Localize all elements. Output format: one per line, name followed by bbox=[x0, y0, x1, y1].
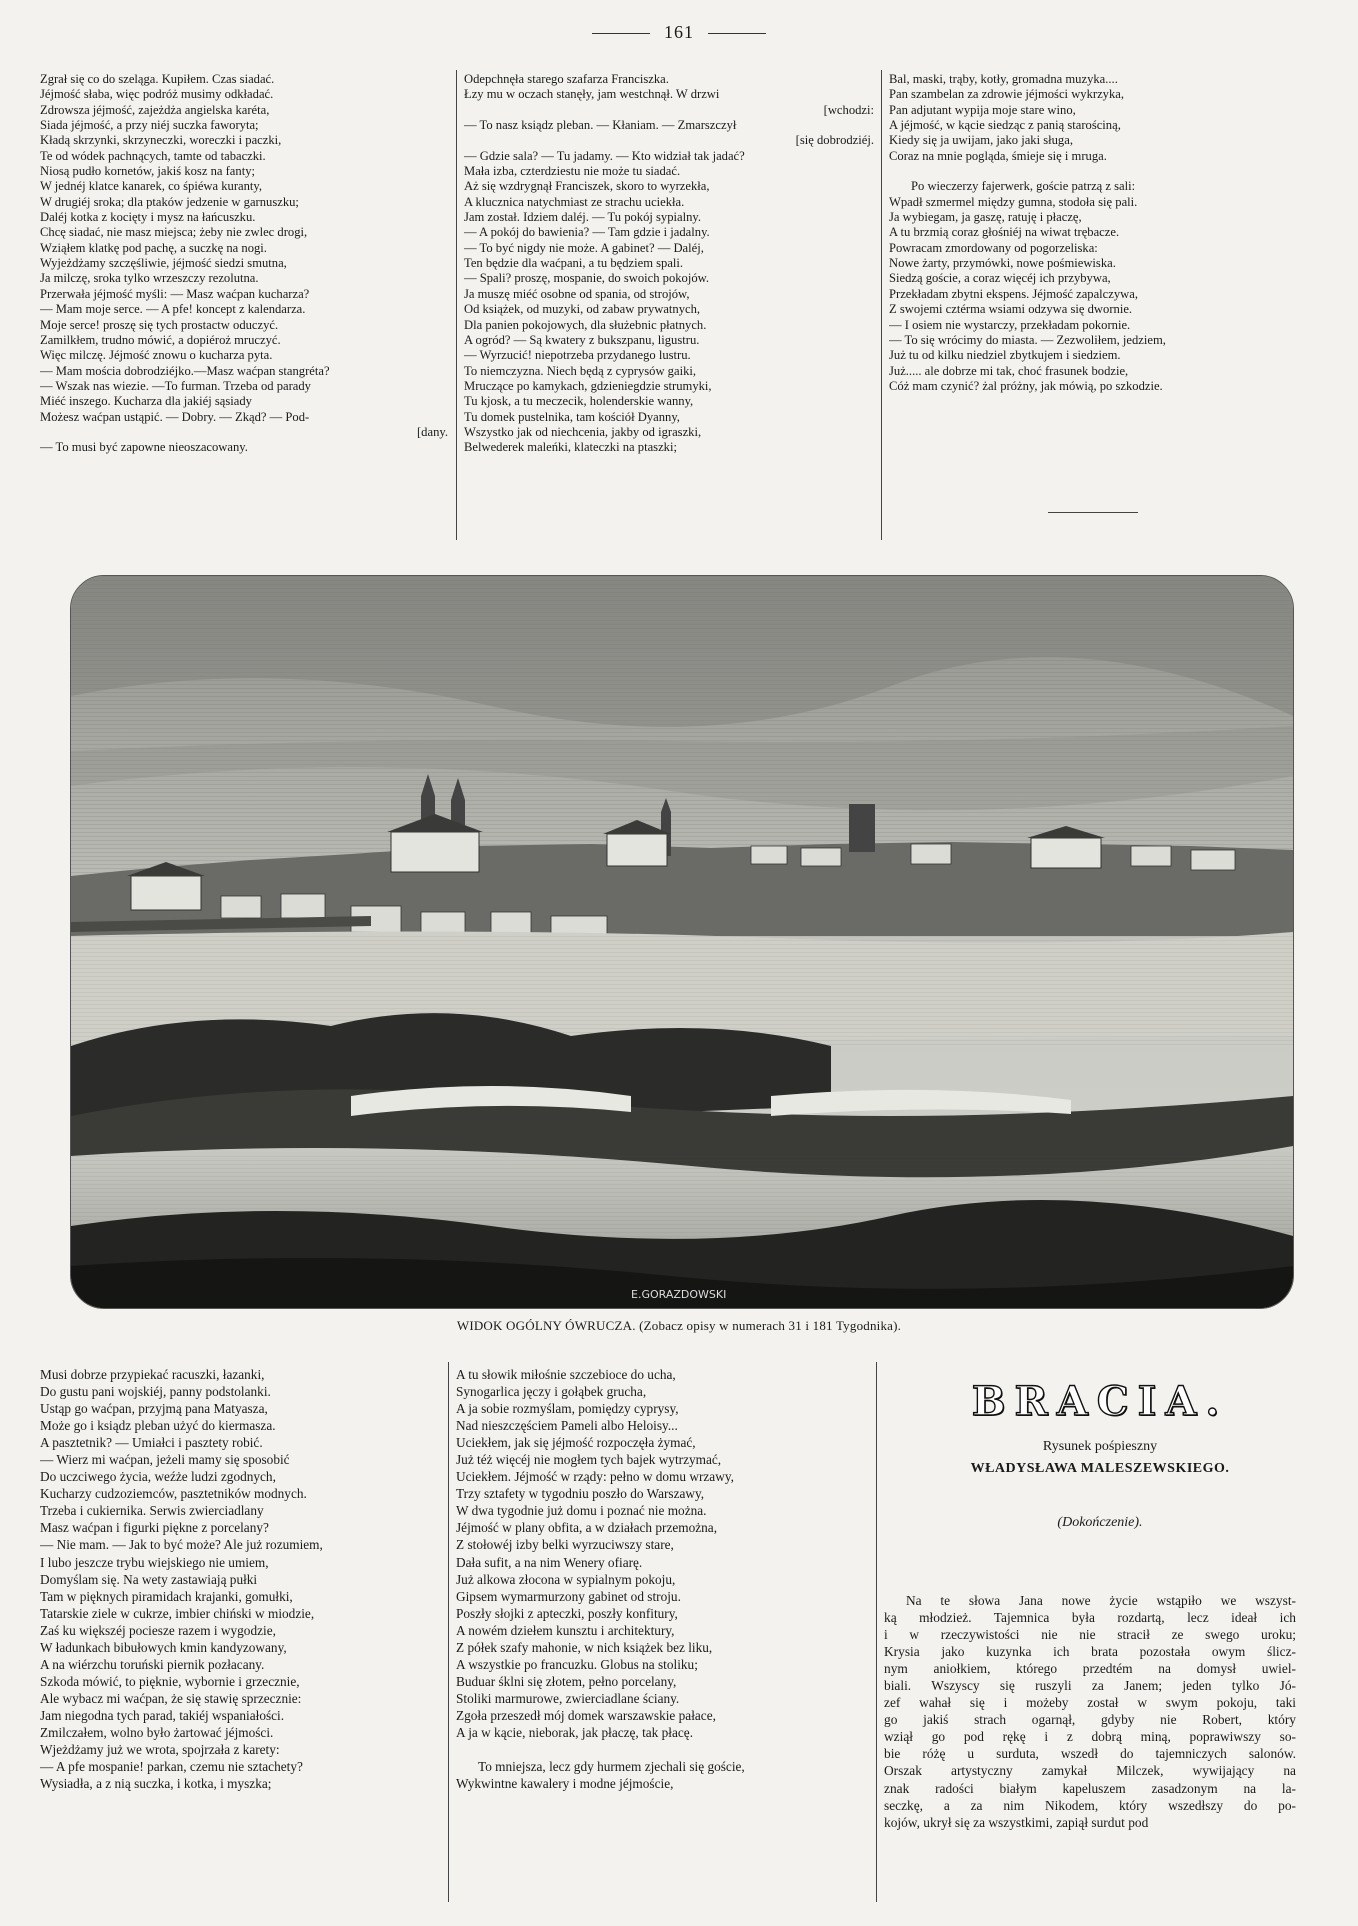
story-author: WŁADYSŁAWA MALESZEWSKIEGO. bbox=[970, 1461, 1230, 1476]
story-continuation: (Dokończenie). bbox=[1057, 1515, 1143, 1530]
verse-line: W jednéj klatce kanarek, co śpiéwa kuranty, bbox=[40, 179, 263, 194]
verse-line: Tatarskie ziele w cukrze, imbier chiński w miodzie, bbox=[40, 1605, 315, 1621]
verse-line: Tam w pięknych piramidach krajanki, gomułki, bbox=[40, 1588, 293, 1604]
verse-line: Siada jéjmość, a przy niéj suczka faworyta; bbox=[40, 118, 259, 133]
bottom-column-1 bbox=[40, 1366, 450, 1792]
verse-line: — Nie mam. — Jak to być może? Ale już rozumiem, bbox=[40, 1537, 323, 1553]
verse-line: A tu słowik miłośnie szczebioce do ucha, bbox=[456, 1367, 676, 1382]
prose-line: znak radości białym kapeluszem zasadzonym na la- bbox=[884, 1780, 1296, 1796]
top-column-1 bbox=[40, 72, 448, 456]
verse-line: — Wierz mi waćpan, jeżeli mamy się sposobić bbox=[40, 1452, 290, 1468]
verse-line: Chcę siadać, nie masz miejsca; żeby nie zwlec drogi, bbox=[40, 225, 308, 240]
verse-line: A ja sobie rozmyślam, pomiędzy cyprysy, bbox=[456, 1401, 679, 1417]
verse-line: Uciekłem, jak się jéjmość rozpoczęła żymać, bbox=[456, 1435, 696, 1451]
verse-line: A pasztetnik? — Umiałci i pasztety robić. bbox=[40, 1435, 263, 1451]
verse-line: I lubo jeszcze trybu wiejskiego nie umiem, bbox=[40, 1554, 269, 1570]
verse-line: Trzy sztafety w tygodniu poszło do Warszawy, bbox=[456, 1486, 705, 1502]
column-rule bbox=[881, 70, 882, 540]
prose-line: ką młodzież. Tajemnica była rozdartą, lecz ideał ich bbox=[884, 1610, 1296, 1626]
verse-line: Po wieczerzy fajerwerk, goście patrzą z sali: bbox=[911, 179, 1136, 194]
verse-line: A wszystkie po francuzku. Globus na stoliku; bbox=[456, 1656, 698, 1672]
column-rule bbox=[448, 1362, 449, 1902]
verse-line: Do uczciwego życia, weźże ludzi zgodnych, bbox=[40, 1469, 276, 1485]
story-subtitle: Rysunek pośpieszny bbox=[1042, 1439, 1158, 1454]
verse-line: — Mam moje serce. — A pfe! koncept z kalendarza. bbox=[40, 302, 306, 317]
prose-line: kojów, ukrył się za wszystkimi, zapiął surdut pod bbox=[884, 1814, 1149, 1830]
verse-line: [dany. bbox=[416, 424, 448, 439]
verse-line: — Mam mościa dobrodziéjko.—Masz waćpan stangréta? bbox=[40, 363, 330, 378]
prose-line: Orszak artystyczny zamykał Milczek, wywijający na bbox=[884, 1763, 1296, 1779]
verse-line: Domyślam się. Na wety zastawiają pułki bbox=[40, 1571, 258, 1587]
verse-line: Pan szambelan za zdrowie jéjmości wykrzyka, bbox=[889, 87, 1124, 102]
verse-line: Niosą pudło kornetów, jakiś kosz na fanty; bbox=[40, 164, 255, 179]
verse-line: — To być nigdy nie może. A gabinet? — Daléj, bbox=[464, 240, 704, 255]
verse-line: W ładunkach bibułowych kmin kandyzowany, bbox=[40, 1639, 287, 1655]
verse-line: Z swojemi cztérma wsiami odzywa się dwornie. bbox=[889, 302, 1133, 317]
verse-line: Stoliki marmurowe, zwierciadlane ściany. bbox=[456, 1690, 680, 1706]
verse-line: Daléj kotka z kocięty i mysz na łańcuszku. bbox=[40, 210, 256, 225]
prose-line: i w rzeczywistości nie nie stracił ze swego uroku; bbox=[884, 1627, 1296, 1643]
verse-line: Jam niegodna tych parad, takiéj wspaniałości. bbox=[40, 1707, 285, 1723]
verse-line: Mała izba, czterdziestu nie może tu siadać. bbox=[464, 164, 681, 179]
verse-line: Odepchnęła starego szafarza Franciszka. bbox=[464, 72, 669, 86]
prose-line: go jakiś strach ogarnął, gdyby nie Robert, który bbox=[884, 1712, 1296, 1728]
verse-line: Kładą skrzynki, skrzyneczki, woreczki i paczki, bbox=[40, 133, 282, 148]
header-rule-right bbox=[708, 33, 766, 34]
verse-line: Już tu od kilku niedziel zbytkujem i siedziem. bbox=[889, 348, 1121, 363]
verse-line: Pan adjutant wypija moje stare wino, bbox=[889, 102, 1076, 117]
verse-line: Przerwała jéjmość myśli: — Masz waćpan kucharza? bbox=[40, 286, 310, 301]
verse-line: Tu domek pustelnika, tam kościół Dyanny, bbox=[464, 409, 680, 424]
verse-line: A jéjmość, w kącie siedząc z panią starościną, bbox=[889, 118, 1121, 133]
verse-line: Dla panien pokojowych, dla służebnic płatnych. bbox=[464, 317, 707, 332]
verse-line: Z stołowéj izby belki wyrzuciwszy stare, bbox=[456, 1537, 674, 1553]
verse-line: Kiedy się ja uwijam, jako jaki sługa, bbox=[889, 133, 1073, 148]
prose-line: wziął go pod rękę i z dobrą miną, poprawiwszy so- bbox=[884, 1729, 1296, 1745]
story-title: BRACIA. bbox=[971, 1378, 1229, 1425]
verse-line: Ja wybiegam, ja gaszę, ratuję i płaczę, bbox=[889, 210, 1082, 225]
verse-line: Mruczące po kamykach, gdzieniegdzie strumyki, bbox=[464, 378, 712, 393]
verse-line: Moje serce! proszę się tych prostactw oduczyć. bbox=[40, 317, 279, 332]
verse-line: Od książek, od muzyki, od zabaw prywatnych, bbox=[464, 302, 701, 317]
verse-line: Cóż mam czynić? żal próżny, jak mówią, po szkodzie. bbox=[889, 378, 1163, 393]
verse-line: Już téż więcéj nie mogłem tych bajek wytrzymać, bbox=[456, 1452, 722, 1468]
verse-line: Z półek szafy mahonie, w nich książek bez liku, bbox=[456, 1639, 713, 1655]
header-rule-left bbox=[592, 33, 650, 34]
verse-line: To mniejsza, lecz gdy hurmem zjechali się goście, bbox=[478, 1759, 745, 1775]
prose-line: Krysia jako kuzynka ich brata pozostała owym ślicz- bbox=[884, 1644, 1296, 1660]
verse-line: Te od wódek pachnących, tamte od tabaczki. bbox=[40, 148, 266, 163]
verse-line: Jéjmość słaba, więc podróż musimy odkładać. bbox=[40, 87, 274, 102]
verse-line: Jéjmość w plany obfita, a w działach przemożna, bbox=[456, 1520, 718, 1536]
verse-line: Ja muszę miéć osobne od spania, od strojów, bbox=[464, 286, 690, 301]
story-body bbox=[884, 1592, 1296, 1831]
verse-line: Zgoła przeszedł mój domek warszawskie pałace, bbox=[456, 1707, 716, 1723]
verse-line: Musi dobrze przypiekać racuszki, łazanki, bbox=[40, 1367, 265, 1382]
verse-line: Dała sufit, a na nim Wenery ofiarę. bbox=[456, 1554, 643, 1570]
town-view-engraving bbox=[70, 575, 1294, 1309]
verse-line: — A pokój do bawienia? — Tam gdzie i jadalny. bbox=[464, 225, 710, 240]
verse-line: Wjeżdżamy już we wrota, spojrzała z karety: bbox=[40, 1742, 280, 1758]
prose-line: bie różę u surduta, wszedł do tajemniczych salonów. bbox=[884, 1746, 1296, 1762]
verse-line: Już alkowa złocona w sypialnym pokoju, bbox=[456, 1571, 676, 1587]
verse-line: Możesz waćpan ustąpić. — Dobry. — Zkąd? — Pod- bbox=[40, 409, 310, 424]
verse-line: — To musi być zapowne nieoszacowany. bbox=[40, 440, 248, 455]
verse-line: Już..... ale dobrze mi tak, choć frasunek bodzie, bbox=[889, 363, 1129, 378]
verse-line: — To nasz ksiądz pleban. — Kłaniam. — Zmarszczył bbox=[464, 118, 737, 133]
poem-end-rule bbox=[1048, 512, 1138, 513]
verse-line: Jam został. Idziem daléj. — Tu pokój sypialny. bbox=[464, 210, 702, 225]
verse-line: Szkoda mówić, to pięknie, wybornie i grzecznie, bbox=[40, 1673, 300, 1689]
column-rule bbox=[876, 1362, 877, 1902]
column-rule bbox=[456, 70, 457, 540]
verse-line: Siedzą goście, a coraz więcéj ich przybywa, bbox=[889, 271, 1111, 286]
verse-line: — Gdzie sala? — Tu jadamy. — Kto widział tak jadać? bbox=[464, 148, 745, 163]
verse-line: Uciekłem. Jéjmość w rządy: pełno w domu wrzawy, bbox=[456, 1469, 734, 1485]
verse-line: Przekładam zbytni ekspens. Jéjmość zapalczywa, bbox=[889, 286, 1138, 301]
engraver-signature: E.GORAZDOWSKI bbox=[631, 1288, 727, 1301]
verse-line: Synogarlica jęczy i gołąbek grucha, bbox=[456, 1384, 647, 1400]
verse-line: A na wiérzchu toruński piernik pozłacany. bbox=[40, 1656, 265, 1672]
page-number-header bbox=[0, 22, 1358, 43]
verse-line: W drugiéj sroka; dla ptaków jedzenie w garnuszku; bbox=[40, 194, 299, 209]
verse-line: Może go i ksiądz pleban użyć do kiermasza. bbox=[40, 1418, 276, 1434]
verse-line: Miéć inszego. Kucharza dla jakiéj sąsiady bbox=[40, 394, 252, 409]
verse-line: Zaś ku większéj pociesze razem i wygodzie, bbox=[40, 1622, 276, 1638]
verse-line: Wykwintne kawalery i modne jéjmoście, bbox=[456, 1776, 674, 1792]
verse-line: Gipsem wymarmurzony gabinet od stroju. bbox=[456, 1588, 681, 1604]
verse-line: Bal, maski, trąby, kotły, gromadna muzyka.... bbox=[889, 72, 1118, 86]
verse-line: Zgrał się co do szeląga. Kupiłem. Czas siadać. bbox=[40, 72, 275, 86]
verse-line: Zmilczałem, wolno było żartować jéjmości. bbox=[40, 1724, 274, 1740]
verse-line: Buduar śklni się złotem, pełno porcelany, bbox=[456, 1673, 677, 1689]
verse-line: Powracam zmordowany od pogorzeliska: bbox=[889, 240, 1098, 255]
verse-line: Belwederek maleńki, klateczki na ptaszki; bbox=[464, 440, 677, 455]
prose-line: nym aniołkiem, którego przedtém na domysł uwiel- bbox=[884, 1661, 1296, 1677]
verse-line: Wysiadła, a z nią suczka, i kotka, i myszka; bbox=[40, 1776, 272, 1792]
illustration-caption: WIDOK OGÓLNY ÓWRUCZA. (Zobacz opisy w numerach 31 i 181 Tygodnika). bbox=[456, 1318, 902, 1333]
verse-line: Wszystko jak od niechcenia, jakby od igraszki, bbox=[464, 424, 702, 439]
verse-line: — Wyrzucić! niepotrzeba przydanego lustru. bbox=[464, 348, 691, 363]
verse-line: Wpadł szmermel między gumna, stodoła się pali. bbox=[889, 194, 1138, 209]
verse-line: — I osiem nie wystarczy, przekładam pokornie. bbox=[889, 317, 1131, 332]
verse-line: Wyjeżdżamy szczęśliwie, jéjmość siedzi smutna, bbox=[40, 256, 287, 271]
story-heading bbox=[880, 1378, 1320, 1531]
verse-line: Łzy mu w oczach stanęły, jam westchnął. W drzwi bbox=[464, 87, 720, 102]
verse-line: — Wszak nas wiezie. —To furman. Trzeba od parady bbox=[40, 378, 311, 393]
verse-line: Trzeba i cukiernika. Serwis zwierciadlany bbox=[40, 1503, 264, 1519]
verse-line: A ja w kącie, nieborak, jak płaczę, tak płacę. bbox=[456, 1724, 694, 1740]
verse-line: Do gustu pani wojskiéj, panny podstolanki. bbox=[40, 1384, 271, 1400]
prose-line: seczkę, a za nim Nikodem, który wszedłszy do po- bbox=[884, 1797, 1296, 1813]
verse-line: Masz waćpan i figurki piękne z porcelany? bbox=[40, 1520, 269, 1536]
verse-line: Ten będzie dla waćpani, a tu będziem spali. bbox=[464, 256, 684, 271]
verse-line bbox=[889, 164, 1299, 179]
verse-line: Coraz na mnie pogląda, śmieje się i mruga. bbox=[889, 148, 1107, 163]
verse-line: Tu kjosk, a tu meczecik, holenderskie wanny, bbox=[464, 394, 694, 409]
top-column-2 bbox=[464, 72, 874, 456]
verse-line: Nad nieszczęściem Pameli albo Heloisy... bbox=[456, 1418, 678, 1434]
prose-line: Na te słowa Jana nowe życie wstąpiło we wszyst- bbox=[906, 1593, 1296, 1608]
verse-line: Kucharzy cudzoziemców, pasztetników modnych. bbox=[40, 1486, 307, 1502]
verse-line: To niemczyzna. Niech będą z cyprysów gaiki, bbox=[464, 363, 697, 378]
verse-line bbox=[456, 1741, 866, 1758]
verse-line: Ustąp go waćpan, przyjmą pana Matyasza, bbox=[40, 1401, 268, 1417]
verse-line: A klucznica natychmiast ze strachu uciekła. bbox=[464, 194, 685, 209]
bottom-column-2 bbox=[456, 1366, 866, 1792]
verse-line: A ogród? — Są kwatery z bukszpanu, ligustru. bbox=[464, 332, 700, 347]
verse-line: — To się wrócimy do miasta. — Zezwoliłem, jedziem, bbox=[889, 332, 1166, 347]
verse-line: A nowém dziełem kunsztu i architektury, bbox=[456, 1622, 675, 1638]
prose-line: biali. Wszyscy się ruszyli za Janem; jeden tylko Jó- bbox=[884, 1678, 1296, 1694]
verse-line: — Spali? proszę, mospanie, do swoich pokojów. bbox=[464, 271, 710, 286]
verse-line: Zdrowsza jéjmość, zajeżdża angielska karéta, bbox=[40, 102, 270, 117]
verse-line: Aż się wzdrygnął Franciszek, skoro to wyrzekła, bbox=[464, 179, 710, 194]
verse-line: Więc milczę. Jéjmość znowu o kucharza pyta. bbox=[40, 348, 273, 363]
verse-line: [się dobrodziéj. bbox=[795, 133, 874, 148]
prose-line: zef wahał się i możeby został w swym pokoju, taki bbox=[884, 1695, 1296, 1711]
verse-line: A tu brzmią coraz głośniéj na wiwat trębacze. bbox=[889, 225, 1120, 240]
verse-line: Nowe żarty, przymówki, nowe pośmiewiska. bbox=[889, 256, 1116, 271]
verse-line: Poszły słojki z apteczki, poszły konfitury, bbox=[456, 1605, 678, 1621]
verse-line: — A pfe mospanie! parkan, czemu nie sztachety? bbox=[40, 1759, 303, 1775]
top-column-3 bbox=[889, 72, 1299, 394]
verse-line: [wchodzi: bbox=[823, 102, 874, 117]
verse-line: Wziąłem klatkę pod pachę, a suczkę na nogi. bbox=[40, 240, 267, 255]
page-number: 161 bbox=[664, 22, 694, 42]
verse-line: Ja milczę, sroka tylko wrzeszczy rezolutna. bbox=[40, 271, 259, 286]
verse-line: W dwa tygodnie już domu i poznać nie można. bbox=[456, 1503, 707, 1519]
verse-line: Ale wybacz mi waćpan, że się stawię sprzecznie: bbox=[40, 1690, 302, 1706]
verse-line: Zamilkłem, trudno mówić, a dopiéroż mruczyć. bbox=[40, 332, 281, 347]
